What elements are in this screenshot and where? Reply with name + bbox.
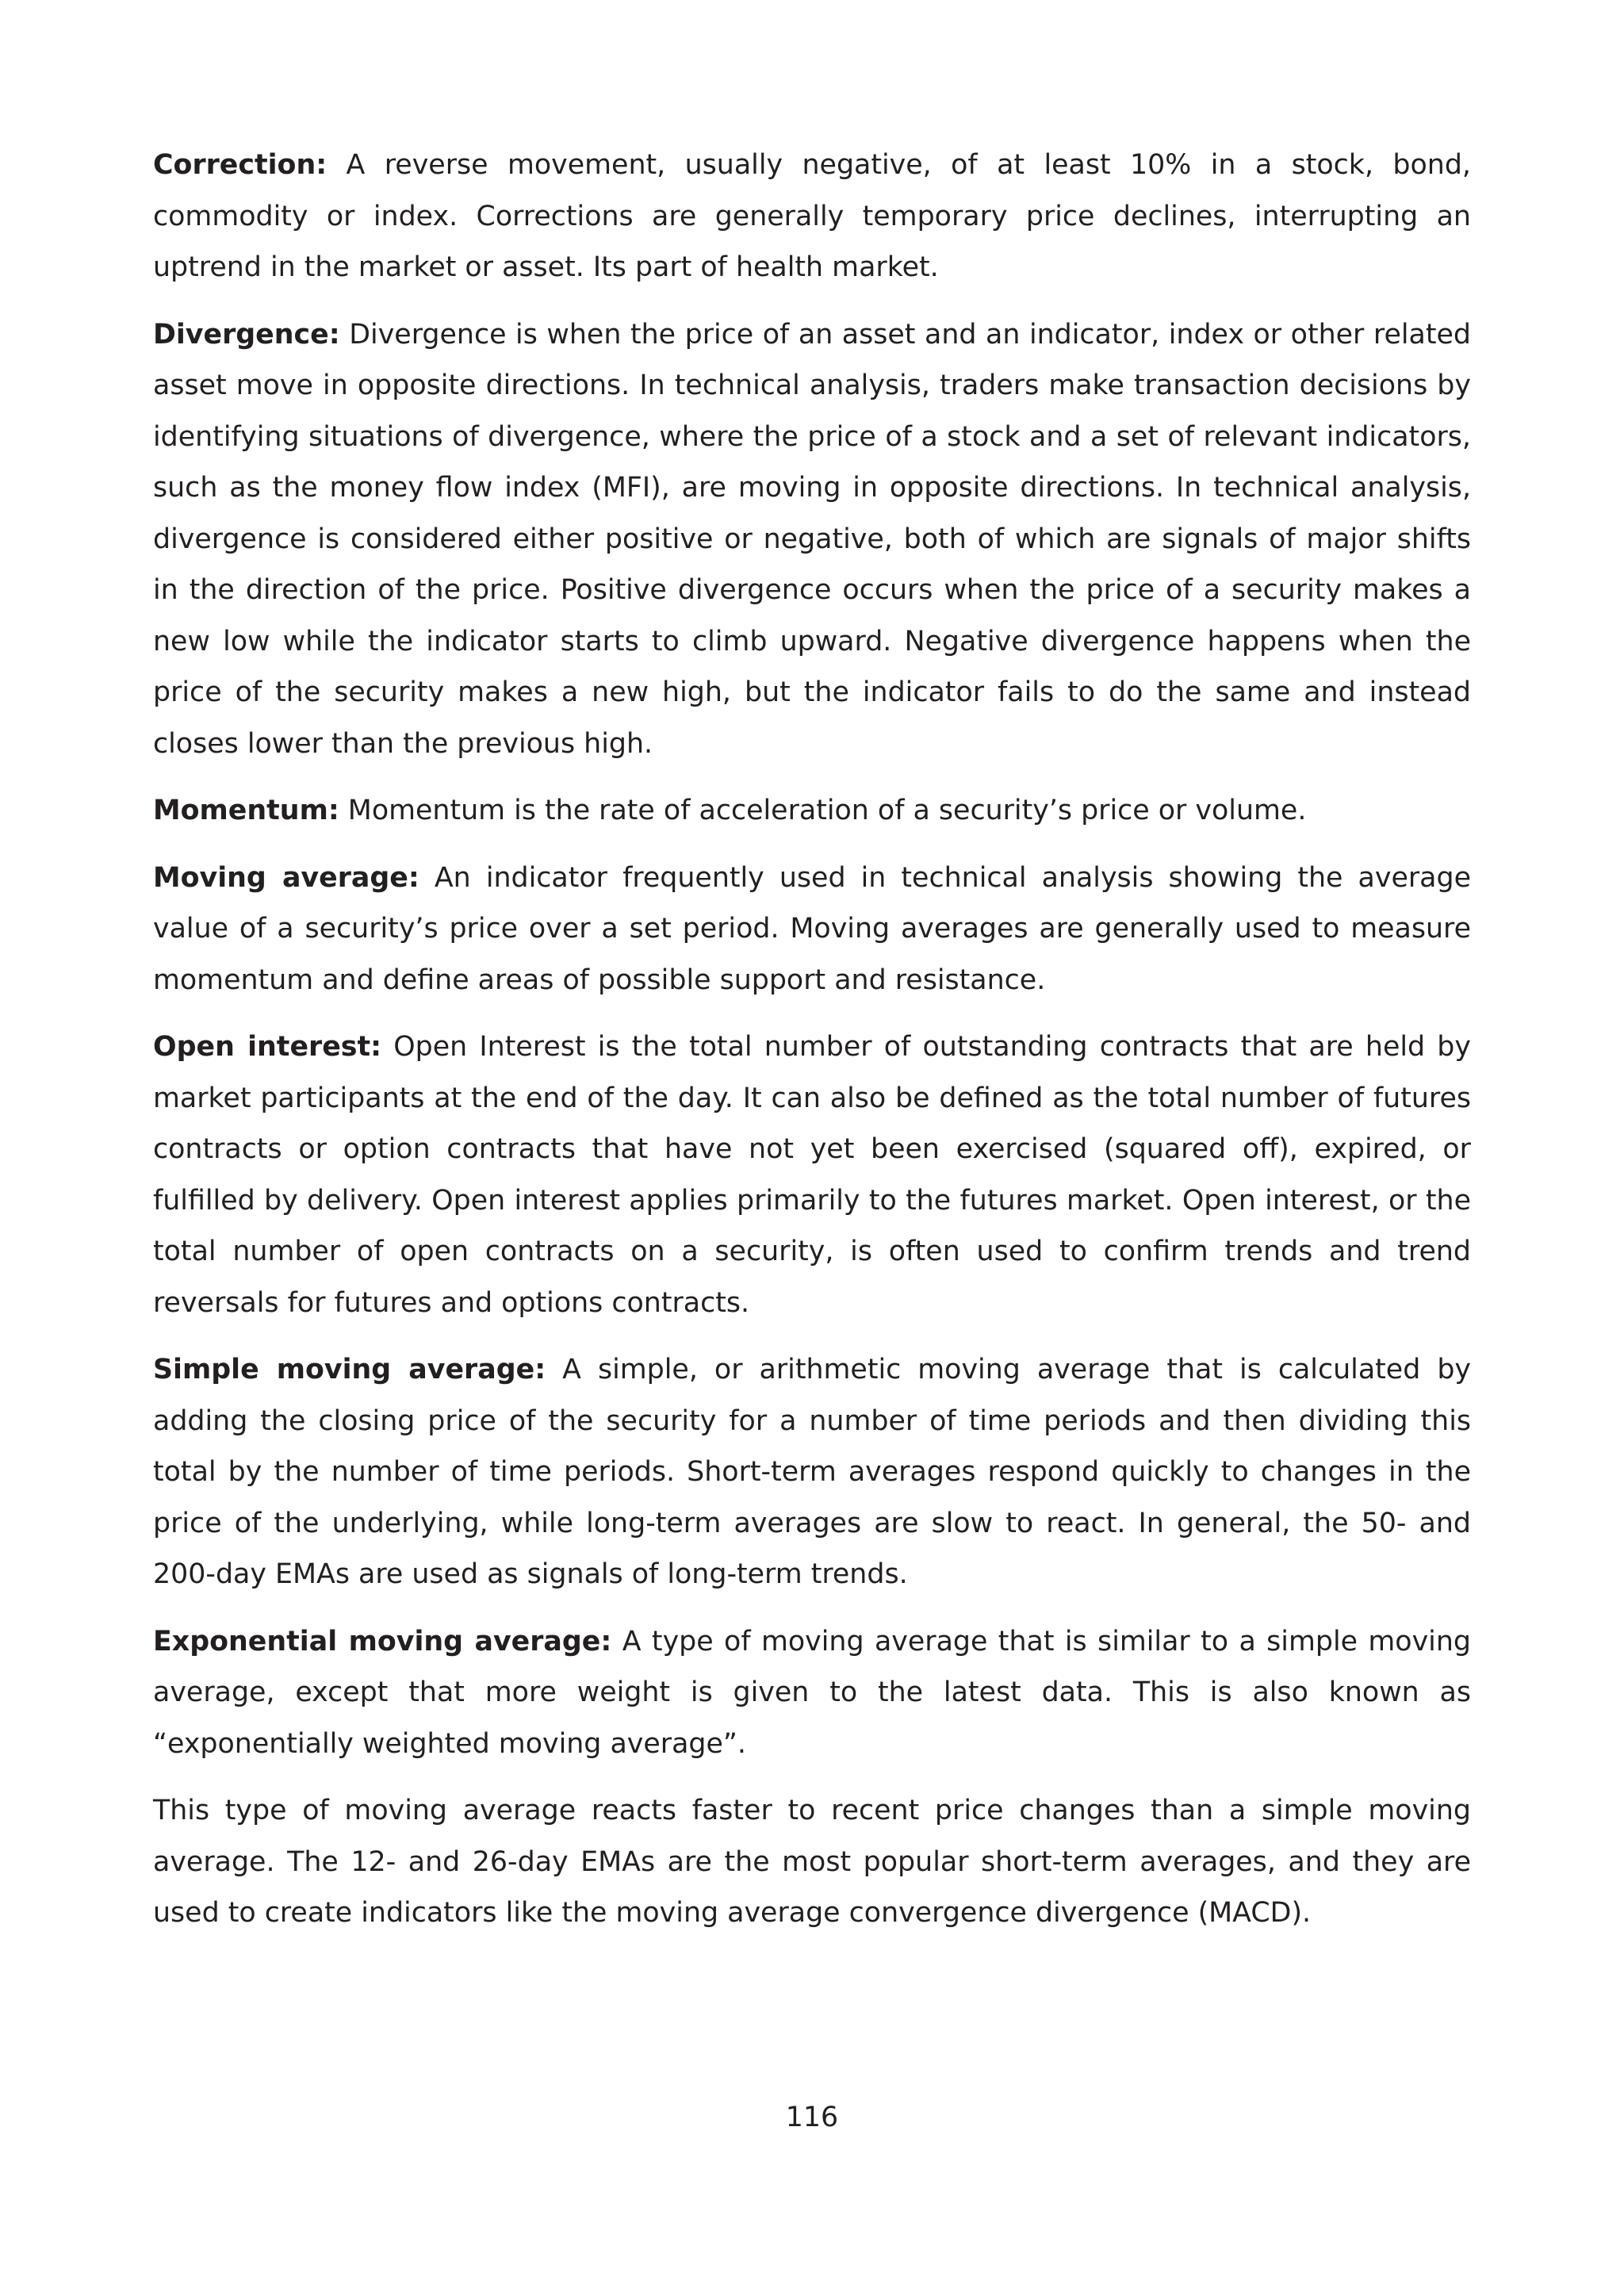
term-simple-moving-average: Simple moving average: bbox=[153, 1354, 546, 1385]
term-moving-average: Moving average: bbox=[153, 861, 419, 894]
entry-exponential-moving-average bbox=[153, 1616, 1471, 1770]
term-momentum: Momentum: bbox=[153, 795, 339, 826]
definition-momentum: Momentum is the rate of acceleration of a security’s price or volume. bbox=[339, 795, 1307, 826]
term-divergence: Divergence: bbox=[153, 318, 340, 351]
closing-paragraph: This type of moving average reacts faster to recent price changes than a simple moving average. The 12- and 26-day EMAs are the most popular short-term averages, and they are used to create indicators like the moving average convergence divergence (MACD). bbox=[153, 1795, 1471, 1929]
entry-momentum bbox=[153, 785, 1471, 837]
entry-correction bbox=[153, 140, 1471, 293]
glossary-content bbox=[153, 140, 1471, 1955]
entry-divergence bbox=[153, 309, 1471, 770]
definition-correction: A reverse movement, usually negative, of at least 10% in a stock, bond, commodity or index. Corrections are generally temporary price declines, interrupting an uptrend in the market or asset. Its part of health market. bbox=[153, 149, 1471, 283]
definition-moving-average: An indicator frequently used in technical analysis showing the average value of a security’s price over a set period. Moving averages are generally used to measure momentum and define areas of possible support and resistance. bbox=[153, 861, 1471, 996]
term-correction: Correction: bbox=[153, 149, 327, 181]
term-exponential-moving-average: Exponential moving average: bbox=[153, 1625, 612, 1657]
term-open-interest: Open interest: bbox=[153, 1031, 382, 1063]
definition-divergence: Divergence is when the price of an asset and an indicator, index or other related asset move in opposite directions. In technical analysis, traders make transaction decisions by identifying situations of divergence, where the price of a stock and a set of relevant indicators, such as the money flow index (MFI), are moving in opposite directions. In technical analysis, divergence is considered either positive or negative, both of which are signals of major shifts in the direction of the price. Positive divergence occurs when the price of a security makes a new low while the indicator starts to climb upward. Negative divergence happens when the price of the security makes a new high, but the indicator fails to do the same and instead closes lower than the previous high. bbox=[153, 318, 1471, 760]
entry-moving-average bbox=[153, 853, 1471, 1006]
page-number: 116 bbox=[785, 2102, 839, 2133]
entry-open-interest bbox=[153, 1021, 1471, 1328]
entry-simple-moving-average bbox=[153, 1344, 1471, 1600]
definition-simple-moving-average: A simple, or arithmetic moving average that is calculated by adding the closing price of the security for a number of time periods and then dividing this total by the number of time periods. Short-term averages respond quickly to changes in the price of the underlying, while long-term averages are slow to react. In general, the 50- and 200-day EMAs are used as signals of long-term trends. bbox=[153, 1354, 1471, 1590]
definition-exponential-moving-average: A type of moving average that is similar to a simple moving average, except that more weight is given to the latest data. This is also known as “exponentially weighted moving average”. bbox=[153, 1625, 1471, 1760]
definition-open-interest: Open Interest is the total number of outstanding contracts that are held by market participants at the end of the day. It can also be defined as the total number of futures contracts or option contracts that have not yet been exercised (squared off), expired, or fulfilled by delivery. Open interest applies primarily to the futures market. Open interest, or the total number of open contracts on a security, is often used to confirm trends and trend reversals for futures and options contracts. bbox=[153, 1031, 1471, 1319]
